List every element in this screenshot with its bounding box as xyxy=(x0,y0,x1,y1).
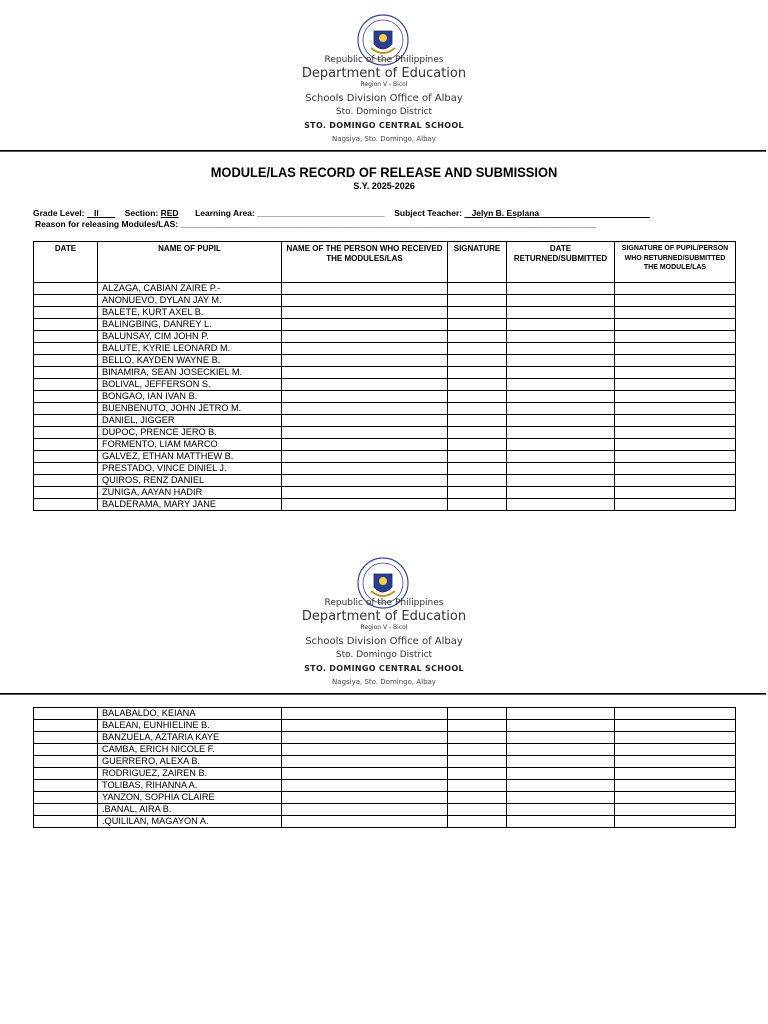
pupil-name-cell: YANZON, SOPHIA CLAIRE xyxy=(98,792,282,804)
returner-signature-cell xyxy=(615,307,736,319)
signature-cell xyxy=(448,463,507,475)
date-cell xyxy=(34,768,98,780)
republic-line: Republic of the Philippines xyxy=(324,598,444,608)
date-cell xyxy=(34,708,98,720)
signature-cell xyxy=(448,415,507,427)
returner-signature-cell xyxy=(615,768,736,780)
pupil-name-cell: BALEAN, EUNHIELINE B. xyxy=(98,720,282,732)
table-row xyxy=(34,780,736,792)
date-cell xyxy=(34,319,98,331)
receiver-cell xyxy=(282,768,448,780)
receiver-cell xyxy=(282,355,448,367)
division-name: Schools Division Office of Albay xyxy=(305,93,463,104)
receiver-cell xyxy=(282,367,448,379)
date-cell xyxy=(34,732,98,744)
school-address: Nagsiya, Sto. Domingo, Albay xyxy=(332,135,436,143)
receiver-cell xyxy=(282,439,448,451)
date-returned-cell xyxy=(507,403,615,415)
header-rule xyxy=(0,693,766,695)
date-cell xyxy=(34,499,98,511)
returner-signature-cell xyxy=(615,331,736,343)
date-cell xyxy=(34,391,98,403)
date-cell xyxy=(34,744,98,756)
returner-signature-cell xyxy=(615,732,736,744)
receiver-cell xyxy=(282,451,448,463)
table-row xyxy=(34,804,736,816)
date-returned-cell xyxy=(507,804,615,816)
date-cell xyxy=(34,816,98,828)
record-table-page-2 xyxy=(33,707,736,828)
date-returned-cell xyxy=(507,780,615,792)
school-year: S.Y. 2025-2026 xyxy=(353,181,415,191)
date-cell xyxy=(34,439,98,451)
table-row xyxy=(34,379,736,391)
table-row xyxy=(34,487,736,499)
date-cell xyxy=(34,355,98,367)
col-signature: SIGNATURE xyxy=(448,242,507,283)
date-returned-cell xyxy=(507,499,615,511)
signature-cell xyxy=(448,475,507,487)
receiver-cell xyxy=(282,708,448,720)
signature-cell xyxy=(448,379,507,391)
receiver-cell xyxy=(282,756,448,768)
table-row xyxy=(34,768,736,780)
table-row xyxy=(34,331,736,343)
returner-signature-cell xyxy=(615,367,736,379)
signature-cell xyxy=(448,804,507,816)
region-line: Region V - Bicol xyxy=(360,81,408,88)
date-cell xyxy=(34,343,98,355)
date-cell xyxy=(34,403,98,415)
receiver-cell xyxy=(282,732,448,744)
date-cell xyxy=(34,780,98,792)
signature-cell xyxy=(448,732,507,744)
returner-signature-cell xyxy=(615,295,736,307)
pupil-name-cell: .QUILILAN, MAGAYON A. xyxy=(98,816,282,828)
signature-cell xyxy=(448,816,507,828)
date-cell xyxy=(34,487,98,499)
returner-signature-cell xyxy=(615,463,736,475)
table-row xyxy=(34,439,736,451)
table-row xyxy=(34,708,736,720)
pupil-name-cell: GALVEZ, ETHAN MATTHEW B. xyxy=(98,451,282,463)
table-row xyxy=(34,427,736,439)
date-returned-cell xyxy=(507,708,615,720)
table-row xyxy=(34,475,736,487)
record-table-page-1 xyxy=(33,241,736,511)
subject-teacher-label: Subject Teacher: xyxy=(394,208,463,218)
table-row xyxy=(34,403,736,415)
signature-cell xyxy=(448,792,507,804)
form-title: MODULE/LAS RECORD OF RELEASE AND SUBMISSION xyxy=(210,164,558,180)
returner-signature-cell xyxy=(615,499,736,511)
date-returned-cell xyxy=(507,451,615,463)
col-date: DATE xyxy=(34,242,98,283)
returner-signature-cell xyxy=(615,792,736,804)
pupil-name-cell: BALETE, KURT AXEL B. xyxy=(98,307,282,319)
table-row xyxy=(34,319,736,331)
receiver-cell xyxy=(282,307,448,319)
signature-cell xyxy=(448,403,507,415)
department-name: Department of Education xyxy=(301,66,467,81)
table-row xyxy=(34,463,736,475)
reason-blank: ________________________________________________________________________________________ xyxy=(180,219,597,229)
pupil-name-cell: BELLO, KAYDEN WAYNE B. xyxy=(98,355,282,367)
returner-signature-cell xyxy=(615,355,736,367)
returner-signature-cell xyxy=(615,487,736,499)
date-returned-cell xyxy=(507,355,615,367)
date-returned-cell xyxy=(507,720,615,732)
table-row xyxy=(34,367,736,379)
returner-signature-cell xyxy=(615,439,736,451)
col-receiver-name: NAME OF THE PERSON WHO RECEIVED THE MODULES/LAS xyxy=(282,242,448,283)
returner-signature-cell xyxy=(615,475,736,487)
receiver-cell xyxy=(282,295,448,307)
subject-teacher-value: Jelyn B. Esplana xyxy=(471,208,540,218)
date-cell xyxy=(34,415,98,427)
receiver-cell xyxy=(282,780,448,792)
date-cell xyxy=(34,367,98,379)
returner-signature-cell xyxy=(615,343,736,355)
returner-signature-cell xyxy=(615,756,736,768)
pupil-name-cell: ZUNIGA, AAYAN HADIR xyxy=(98,487,282,499)
pupil-name-cell: BINAMIRA, SEAN JOSECKIEL M. xyxy=(98,367,282,379)
pupil-name-cell: BALABALDO, KEIANA xyxy=(98,708,282,720)
pupil-name-cell: BONGAO, IAN IVAN B. xyxy=(98,391,282,403)
returner-signature-cell xyxy=(615,804,736,816)
col-date-returned: DATE RETURNED/SUBMITTED xyxy=(507,242,615,283)
receiver-cell xyxy=(282,499,448,511)
receiver-cell xyxy=(282,720,448,732)
returner-signature-cell xyxy=(615,816,736,828)
school-address: Nagsiya, Sto. Domingo, Albay xyxy=(332,678,436,686)
receiver-cell xyxy=(282,331,448,343)
signature-cell xyxy=(448,331,507,343)
pupil-name-cell: ANONUEVO, DYLAN JAY M. xyxy=(98,295,282,307)
pupil-name-cell: BUENBENUTO, JOHN JETRO M. xyxy=(98,403,282,415)
form-meta-line-1 xyxy=(33,208,650,218)
grade-level-value: II xyxy=(93,208,99,218)
receiver-cell xyxy=(282,475,448,487)
date-cell xyxy=(34,756,98,768)
signature-cell xyxy=(448,439,507,451)
returner-signature-cell xyxy=(615,319,736,331)
signature-cell xyxy=(448,319,507,331)
date-returned-cell xyxy=(507,816,615,828)
school-name: STO. DOMINGO CENTRAL SCHOOL xyxy=(304,664,464,673)
pupil-name-cell: RODRIGUEZ, ZAIREN B. xyxy=(98,768,282,780)
section-value: RED xyxy=(160,208,179,218)
table-row xyxy=(34,415,736,427)
table-row xyxy=(34,343,736,355)
returner-signature-cell xyxy=(615,283,736,295)
signature-cell xyxy=(448,720,507,732)
date-cell xyxy=(34,331,98,343)
signature-cell xyxy=(448,780,507,792)
pupil-name-cell: TOLIBAS, RIHANNA A. xyxy=(98,780,282,792)
signature-cell xyxy=(448,451,507,463)
receiver-cell xyxy=(282,343,448,355)
table-row xyxy=(34,792,736,804)
pupil-name-cell: BALUNSAY, CIM JOHN P. xyxy=(98,331,282,343)
table-row xyxy=(34,756,736,768)
receiver-cell xyxy=(282,816,448,828)
date-returned-cell xyxy=(507,367,615,379)
pupil-name-cell: CAMBA, ERICH NICOLE F. xyxy=(98,744,282,756)
pupil-name-cell: BALDERAMA, MARY JANE xyxy=(98,499,282,511)
form-meta-line-2 xyxy=(35,219,597,229)
pupil-name-cell: BALUTE, KYRIE LEONARD M. xyxy=(98,343,282,355)
table-row xyxy=(34,391,736,403)
signature-cell xyxy=(448,307,507,319)
returner-signature-cell xyxy=(615,415,736,427)
signature-cell xyxy=(448,768,507,780)
returner-signature-cell xyxy=(615,451,736,463)
signature-cell xyxy=(448,427,507,439)
date-returned-cell xyxy=(507,756,615,768)
returner-signature-cell xyxy=(615,403,736,415)
signature-cell xyxy=(448,295,507,307)
col-returner-signature: SIGNATURE OF PUPIL/PERSON WHO RETURNED/SUBMITTED THE MODULE/LAS xyxy=(615,242,736,283)
signature-cell xyxy=(448,391,507,403)
pupil-name-cell: .BANAL, AIRA B. xyxy=(98,804,282,816)
date-returned-cell xyxy=(507,343,615,355)
table-row xyxy=(34,720,736,732)
pupil-name-cell: FORMENTO, LIAM MARCO xyxy=(98,439,282,451)
col-name-of-pupil: NAME OF PUPIL xyxy=(98,242,282,283)
returner-signature-cell xyxy=(615,708,736,720)
signature-cell xyxy=(448,744,507,756)
date-returned-cell xyxy=(507,391,615,403)
department-name: Department of Education xyxy=(301,609,467,624)
table-row xyxy=(34,744,736,756)
receiver-cell xyxy=(282,391,448,403)
learning-area-label: Learning Area: xyxy=(195,208,255,218)
table-row xyxy=(34,816,736,828)
pupil-name-cell: PRESTADO, VINCE DINIEL J. xyxy=(98,463,282,475)
republic-line: Republic of the Philippines xyxy=(324,55,444,65)
pupil-name-cell: DANIEL, JIGGER xyxy=(98,415,282,427)
date-returned-cell xyxy=(507,427,615,439)
date-returned-cell xyxy=(507,379,615,391)
signature-cell xyxy=(448,487,507,499)
date-cell xyxy=(34,427,98,439)
date-cell xyxy=(34,804,98,816)
date-cell xyxy=(34,792,98,804)
receiver-cell xyxy=(282,319,448,331)
table-row xyxy=(34,283,736,295)
table-row xyxy=(34,307,736,319)
date-returned-cell xyxy=(507,463,615,475)
reason-label: Reason for releasing Modules/LAS: xyxy=(35,219,179,229)
signature-cell xyxy=(448,499,507,511)
date-cell xyxy=(34,720,98,732)
table-row xyxy=(34,732,736,744)
date-cell xyxy=(34,451,98,463)
receiver-cell xyxy=(282,415,448,427)
pupil-name-cell: DUPOC, PRENCE JERO B. xyxy=(98,427,282,439)
date-returned-cell xyxy=(507,283,615,295)
date-returned-cell xyxy=(507,415,615,427)
receiver-cell xyxy=(282,804,448,816)
date-cell xyxy=(34,283,98,295)
table-header-row xyxy=(34,242,736,283)
receiver-cell xyxy=(282,487,448,499)
date-returned-cell xyxy=(507,744,615,756)
receiver-cell xyxy=(282,792,448,804)
date-returned-cell xyxy=(507,475,615,487)
receiver-cell xyxy=(282,379,448,391)
signature-cell xyxy=(448,343,507,355)
date-cell xyxy=(34,475,98,487)
receiver-cell xyxy=(282,403,448,415)
district-name: Sto. Domingo District xyxy=(335,107,433,117)
date-cell xyxy=(34,463,98,475)
date-returned-cell xyxy=(507,768,615,780)
header-rule xyxy=(0,150,766,152)
signature-cell xyxy=(448,367,507,379)
signature-cell xyxy=(448,355,507,367)
region-line: Region V - Bicol xyxy=(360,624,408,631)
date-returned-cell xyxy=(507,732,615,744)
section-label: Section: xyxy=(124,208,159,218)
returner-signature-cell xyxy=(615,744,736,756)
returner-signature-cell xyxy=(615,720,736,732)
receiver-cell xyxy=(282,744,448,756)
signature-cell xyxy=(448,756,507,768)
pupil-name-cell: ALZAGA, CABIAN ZAIRE P.- xyxy=(98,283,282,295)
date-cell xyxy=(34,295,98,307)
pupil-name-cell: GUERRERO, ALEXA B. xyxy=(98,756,282,768)
signature-cell xyxy=(448,708,507,720)
receiver-cell xyxy=(282,283,448,295)
returner-signature-cell xyxy=(615,780,736,792)
pupil-name-cell: BOLIVAL, JEFFERSON S. xyxy=(98,379,282,391)
date-returned-cell xyxy=(507,319,615,331)
date-returned-cell xyxy=(507,439,615,451)
receiver-cell xyxy=(282,463,448,475)
date-returned-cell xyxy=(507,295,615,307)
learning-area-blank: ___________________________ xyxy=(257,208,385,218)
signature-cell xyxy=(448,283,507,295)
school-name: STO. DOMINGO CENTRAL SCHOOL xyxy=(304,121,464,130)
returner-signature-cell xyxy=(615,427,736,439)
date-returned-cell xyxy=(507,331,615,343)
date-returned-cell xyxy=(507,487,615,499)
division-name: Schools Division Office of Albay xyxy=(305,636,463,647)
table-row xyxy=(34,355,736,367)
table-row xyxy=(34,295,736,307)
date-returned-cell xyxy=(507,307,615,319)
district-name: Sto. Domingo District xyxy=(335,650,433,660)
table-row xyxy=(34,451,736,463)
pupil-name-cell: BANZUELA, AZTARIA KAYE xyxy=(98,732,282,744)
date-cell xyxy=(34,379,98,391)
receiver-cell xyxy=(282,427,448,439)
date-returned-cell xyxy=(507,792,615,804)
table-row xyxy=(34,499,736,511)
returner-signature-cell xyxy=(615,379,736,391)
pupil-name-cell: QUIROS, RENZ DANIEL xyxy=(98,475,282,487)
returner-signature-cell xyxy=(615,391,736,403)
pupil-name-cell: BALINGBING, DANREY L. xyxy=(98,319,282,331)
date-cell xyxy=(34,307,98,319)
grade-level-label: Grade Level: xyxy=(33,208,85,218)
